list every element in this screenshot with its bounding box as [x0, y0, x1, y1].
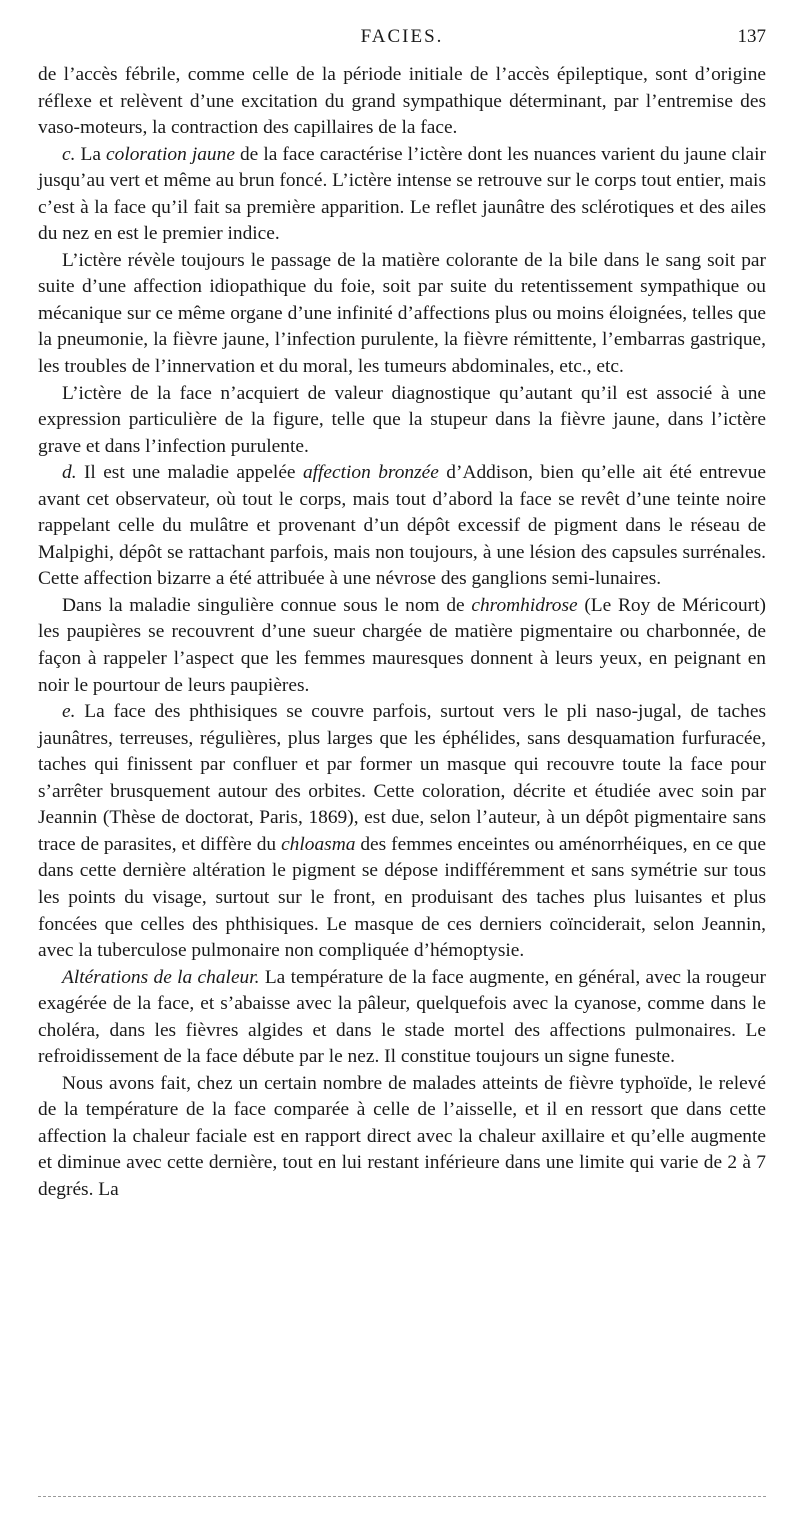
paragraph-5-lead: Il est une maladie appelée [76, 462, 303, 484]
paragraph-2-lead: La [75, 143, 107, 165]
paragraph-6 [38, 593, 766, 699]
section-marker-d: d. [62, 462, 77, 484]
running-head [38, 26, 766, 54]
section-heading-chaleur: Altérations de la chaleur. [62, 966, 260, 988]
running-title: FACIES. [360, 26, 444, 47]
paragraph-6-text: (Le Roy de Méricourt) les paupières se recouvrent d’une sueur chargée de matière pigmentaire ou charbonnée, de façon à rappeler l’aspect que les femmes mauresques donnent à leurs yeux, en peignant en noir le pourtour de leurs paupières. [38, 594, 766, 696]
book-page [38, 26, 766, 1204]
bottom-scan-rule [38, 1496, 766, 1497]
paragraph-3: L’ictère révèle toujours le passage de la matière colorante de la bile dans le sang soit par suite d’une affection idiopathique du foie, soit par suite du retentissement sympathique ou mécanique sur ce même organe d’une infinité d’affections plus ou moins éloignées, telles que la pneumonie, la fièvre jaune, l’infection purulente, la fièvre rémittente, l’embarras gastrique, les troubles de l’innervation et du moral, les tumeurs abdominales, etc., etc. [38, 249, 766, 378]
paragraph-6-lead: Dans la maladie singulière connue sous le nom de [62, 594, 472, 616]
term-chromhidrose: chromhidrose [471, 594, 578, 616]
paragraph-8-text: La température de la face augmente, en général, avec la rougeur exagérée de la face, et s’abaisse avec la pâleur, quelquefois avec la cyanose, comme dans le choléra, dans les fièvres algides et dans le stade mortel des affections pulmonaires. Le refroidissement de la face débute par le nez. Il constitue toujours un signe funeste. [38, 966, 766, 1068]
paragraph-7-text: des femmes enceintes ou aménorrhéiques, en ce que dans cette dernière altération le pigment se dépose indifféremment et sans symétrie sur tous les points du visage, surtout sur le front, en produisant des taches plus luisantes et plus foncées que celles des phthisiques. Le masque de ces derniers coïnciderait, selon Jeannin, avec la tuberculose pulmonaire non compliquée d’hémoptysie. [38, 833, 766, 962]
paragraph-2 [38, 142, 766, 248]
paragraph-7 [38, 699, 766, 964]
paragraph-8 [38, 965, 766, 1071]
page-number: 137 [737, 26, 766, 47]
paragraph-5-text: d’Addison, bien qu’elle ait été entrevue avant cet observateur, où tout le corps, mais tout d’abord la face se revêt d’une teinte noire rappelant celle du mulâtre et provenant d’un dépôt excessif de pigment dans le réseau de Malpighi, dépôt se rattachant parfois, mais non toujours, à une lésion des capsules surrénales. Cette affection bizarre a été attribuée à une névrose des ganglions semi-lunaires. [38, 462, 766, 590]
paragraph-2-text: de la face caractérise l’ictère dont les nuances varient du jaune clair jusqu’au vert et même au brun foncé. L’ictère intense se retrouve sur le corps tout entier, mais c’est à la face qu’il fait sa première apparition. Le reflet jaunâtre des sclérotiques et des ailes du nez en est le premier indice. [38, 143, 766, 245]
paragraph-1: de l’accès fébrile, comme celle de la période initiale de l’accès épileptique, sont d’origine réflexe et relèvent d’une excitation du grand sympathique déterminant, par l’entremise des vaso-moteurs, la contraction des capillaires de la face. [38, 64, 766, 139]
term-chloasma: chloasma [281, 833, 356, 855]
section-marker-c: c. [62, 143, 76, 165]
paragraph-9: Nous avons fait, chez un certain nombre de malades atteints de fièvre typhoïde, le relevé de la température de la face comparée à celle de l’aisselle, et il en ressort que dans cette affection la chaleur faciale est en rapport direct avec la chaleur axillaire et qu’elle augmente et diminue avec cette dernière, tout en lui restant inférieure dans une limite qui varie de 2 à 7 degrés. La [38, 1072, 766, 1200]
term-coloration-jaune: coloration jaune [106, 143, 235, 165]
paragraph-7-lead: La face des phthisiques se couvre parfois, surtout vers le pli naso-jugal, de taches jaunâtres, terreuses, régulières, plus larges que les éphélides, sans desquamation furfuracée, taches qui finissent par confluer et par former un masque qui recouvre toute la face pour s’arrêter brusquement autour des orbites. Cette coloration, décrite et étudiée avec soin par Jeannin (Thèse de doctorat, Paris, 1869), est due, selon l’auteur, à un dépôt pigmentaire sans trace de parasites, et diffère du [38, 701, 766, 855]
paragraph-4: L’ictère de la face n’acquiert de valeur diagnostique qu’autant qu’il est associé à une expression particulière de la figure, telle que la stupeur dans la fièvre jaune, dans l’ictère grave et dans l’infection purulente. [38, 382, 766, 457]
section-marker-e: e. [62, 701, 76, 723]
body-text [38, 62, 766, 1204]
term-affection-bronzee: affection bronzée [302, 462, 439, 484]
paragraph-5 [38, 460, 766, 593]
